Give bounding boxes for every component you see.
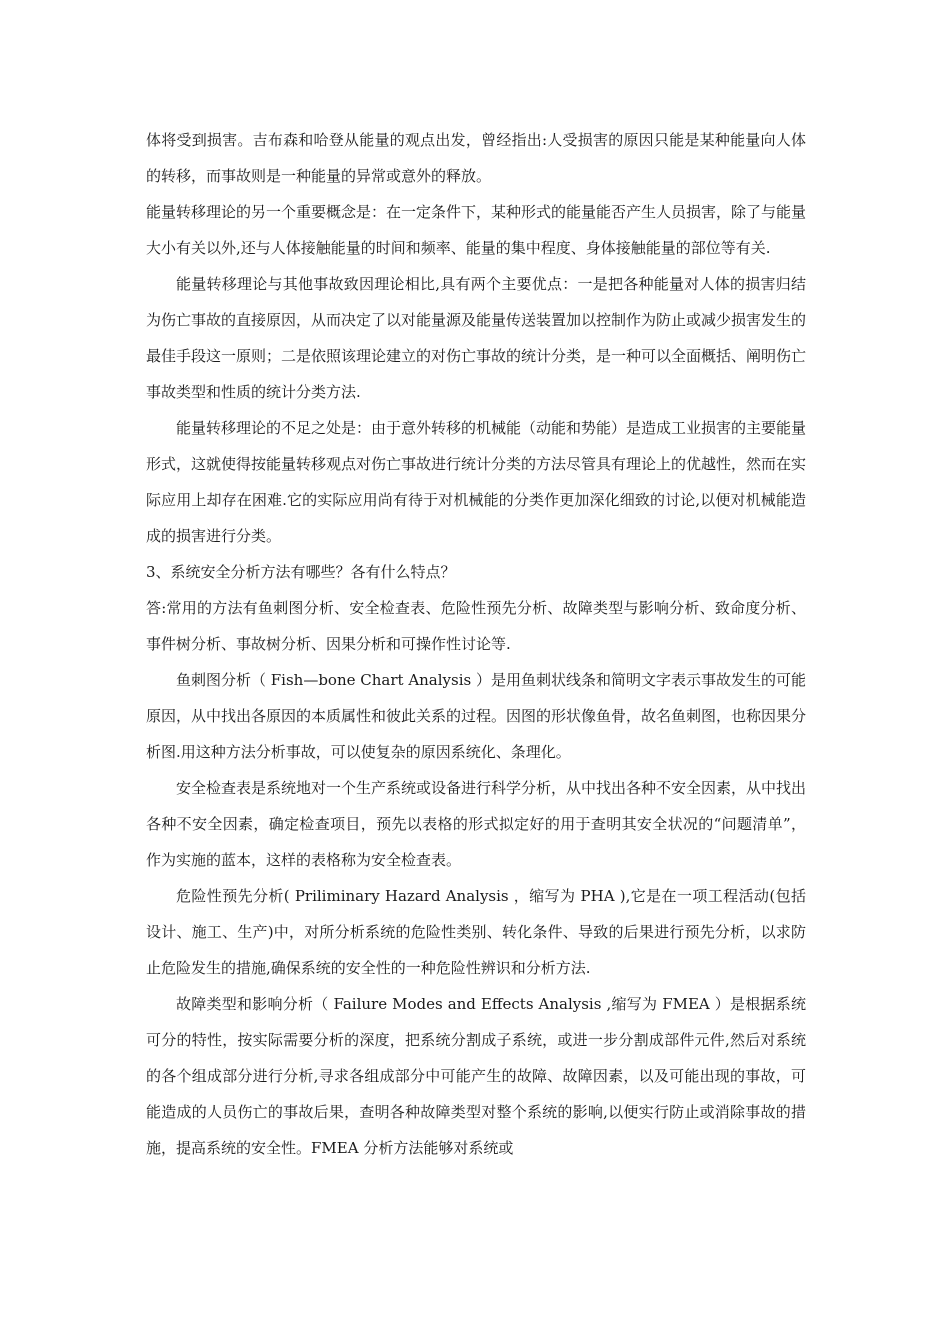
paragraph-3: 能量转移理论与其他事故致因理论相比,具有两个主要优点：一是把各种能量对人体的损害归结为伤亡事故的直接原因，从而决定了以对能量源及能量传送装置加以控制作为防止或减少损害发生的最佳手段这一原则；二是依照该理论建立的对伤亡事故的统计分类，是一种可以全面概括、阐明伤亡事故类型和性质的统计分类方法. <box>146 275 807 401</box>
document-body <box>146 122 806 1166</box>
paragraph-checklist: 安全检查表是系统地对一个生产系统或设备进行科学分析，从中找出各种不安全因素，从中找出各种不安全因素，确定检查项目，预先以表格的形式拟定好的用于查明其安全状况的“问题清单”，作为实施的蓝本，这样的表格称为安全检查表。 <box>146 779 807 869</box>
paragraph-2: 能量转移理论的另一个重要概念是：在一定条件下，某种形式的能量能否产生人员损害，除了与能量大小有关以外,还与人体接触能量的时间和频率、能量的集中程度、身体接触能量的部位等有关. <box>146 203 807 257</box>
question-heading: 3、系统安全分析方法有哪些？各有什么特点？ <box>146 563 456 581</box>
paragraph-fishbone: 鱼刺图分析（ Fish—bone Chart Analysis ）是用鱼刺状线条和简明文字表示事故发生的可能原因，从中找出各原因的本质属性和彼此关系的过程。因图的形状像鱼骨，故名鱼刺图，也称因果分析图.用这种方法分析事故，可以使复杂的原因系统化、条理化。 <box>146 671 807 761</box>
paragraph-fmea: 故障类型和影响分析（ Failure Modes and Effects Analysis ,缩写为 FMEA ）是根据系统可分的特性，按实际需要分析的深度，把系统分割成子系统，或进一步分割成部件元件,然后对系统的各个组成部分进行分析,寻求各组成部分中可能产生的故障、故障因素，以及可能出现的事故，可能造成的人员伤亡的事故后果，查明各种故障类型对整个系统的影响,以便实行防止或消除事故的措施，提高系统的安全性。FMEA 分析方法能够对系统或 <box>146 995 806 1157</box>
paragraph-1: 体将受到损害。吉布森和哈登从能量的观点出发，曾经指出:人受损害的原因只能是某种能量向人体的转移，而事故则是一种能量的异常或意外的释放。 <box>146 131 806 185</box>
answer-paragraph: 答:常用的方法有鱼刺图分析、安全检查表、危险性预先分析、故障类型与影响分析、致命度分析、事件树分析、事故树分析、因果分析和可操作性讨论等. <box>146 599 806 653</box>
paragraph-pha: 危险性预先分析( Priliminary Hazard Analysis ，缩写为 PHA ),它是在一项工程活动(包括设计、施工、生产)中，对所分析系统的危险性类别、转化条件、导致的后果进行预先分析，以求防止危险发生的措施,确保系统的安全性的一种危险性辨识和分析方法. <box>146 887 806 977</box>
paragraph-4: 能量转移理论的不足之处是：由于意外转移的机械能（动能和势能）是造成工业损害的主要能量形式，这就使得按能量转移观点对伤亡事故进行统计分类的方法尽管具有理论上的优越性，然而在实际应用上却存在困难.它的实际应用尚有待于对机械能的分类作更加深化细致的讨论,以便对机械能造成的损害进行分类。 <box>146 419 807 545</box>
